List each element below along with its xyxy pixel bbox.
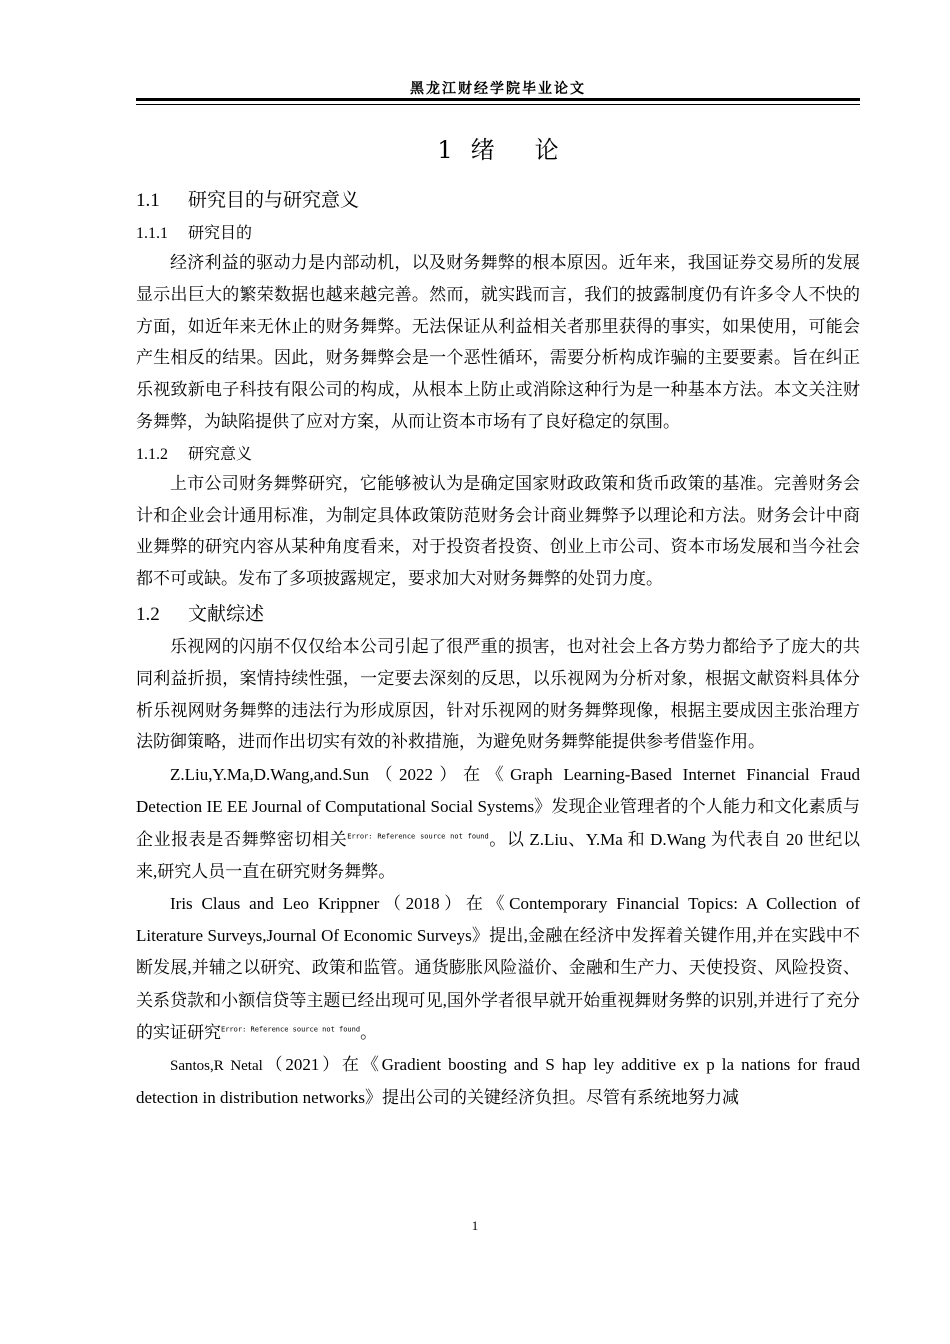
citation-text-continued: 。以 Z.Liu、Y.Ma 和 D.Wang 为代表自 20 世纪以来,研究人员一直在研究财务舞弊。 [136, 829, 861, 881]
paragraph-research-significance: 上市公司财务舞弊研究，它能够被认为是确定国家财政政策和货币政策的基准。完善财务会计和企业会计通用标准，为制定具体政策防范财务会计商业舞弊予以理论和方法。财务会计中商业舞弊的研究内容从某种角度看来，对于投资者投资、创业上市公司、资本市场发展和当今社会都不可或缺。发布了多项披露规定，要求加大对财务舞弊的处罚力度。 [136, 473, 860, 590]
running-header: 黑龙江财经学院毕业论文 [410, 81, 586, 97]
subsection-number: 1.1.1 [136, 225, 168, 242]
section-number: 1.1 [136, 190, 160, 211]
paragraph-research-purpose: 经济利益的驱动力是内部动机，以及财务舞弊的根本原因。近年来，我国证券交易所的发展显示出巨大的繁荣数据也越来越完善。然而，就实践而言，我们的披露制度仍有许多令人不快的方面，如近年来无休止的财务舞弊。无法保证从利益相关者那里获得的事实，如果使用，可能会产生相反的结果。因此，财务舞弊会是一个恶性循环，需要分析构成诈骗的主要要素。旨在纠正乐视致新电子科技有限公司的构成，从根本上防止或消除这种行为是一种基本方法。本文关注财务舞弊，为缺陷提供了应对方案，从而让资本市场有了良好稳定的氛围。 [136, 253, 860, 432]
subsection-heading-1-1-2 [136, 439, 860, 469]
section-title: 研究目的与研究意义 [188, 189, 360, 211]
chapter-title [136, 128, 860, 172]
chapter-number: 1 [437, 136, 453, 164]
citation-text: Iris Claus and Leo Krippner（2018）在《Contemporary Financial Topics: A Collection of Literature Surveys,Journal Of Economic Surveys》提出,金融在经济中发挥着关键作用,并在实践中不断发展,并辅之以研究、政策和监管。通货膨胀风险溢价、金融和生产力、天使投资、风险投资、关系贷款和小额信贷等主题已经出现可见,国外学者很早就开始重视舞财务弊的识别,并进行了充分的实证研究 [136, 893, 860, 1042]
citation-text: Z.Liu,Y.Ma,D.Wang,and.Sun（2022）在《Graph Learning-Based Internet Financial Fraud Detection IE EE Journal of Computational Social Systems》发现企业管理者的个人能力和文化素质与企业报表是否舞弊密切相关 [136, 765, 860, 849]
chapter-title-char-1: 绪 [470, 136, 535, 164]
reference-error-marker: Error: Reference source not found [221, 1025, 361, 1034]
citation-text-continued: 。 [360, 1022, 378, 1042]
header-rule-thin [136, 104, 860, 105]
page-body [136, 128, 860, 1114]
reference-error-marker: Error: Reference source not found [347, 831, 489, 840]
section-title: 文献综述 [188, 602, 265, 625]
subsection-title: 研究目的 [188, 223, 253, 242]
paragraph-literature-liu [136, 759, 860, 888]
page-number: 1 [471, 1218, 479, 1233]
paragraph-literature-santos [136, 1049, 860, 1114]
header-rule-thick [136, 98, 860, 101]
subsection-number: 1.1.2 [136, 445, 168, 463]
paragraph-literature-intro: 乐视网的闪崩不仅仅给本公司引起了很严重的损害，也对社会上各方势力都给予了庞大的共同利益折损，案情持续性强，一定要去深刻的反思，以乐视网为分析对象，根据文献资料具体分析乐视网财务舞弊的违法行为形成原因，针对乐视网的财务舞弊现像，根据主要成因主张治理方法防御策略，进而作出切实有效的补救措施，为避免财务舞弊能提供参考借鉴作用。 [136, 636, 860, 753]
section-number: 1.2 [136, 603, 160, 625]
subsection-title: 研究意义 [188, 443, 253, 463]
section-heading-1-2 [136, 596, 860, 632]
subsection-heading-1-1-1 [136, 218, 860, 248]
chapter-title-char-2: 论 [534, 136, 559, 164]
section-heading-1-1 [136, 182, 860, 218]
citation-author: Santos,R Netal [170, 1057, 263, 1074]
paragraph-literature-claus [136, 888, 860, 1049]
citation-text: （2021）在《Gradient boosting and S hap ley additive ex p la nations for fraud detection in distribution networks》提出公司的关键经济负担。尽管有系统地努力减 [136, 1054, 860, 1108]
